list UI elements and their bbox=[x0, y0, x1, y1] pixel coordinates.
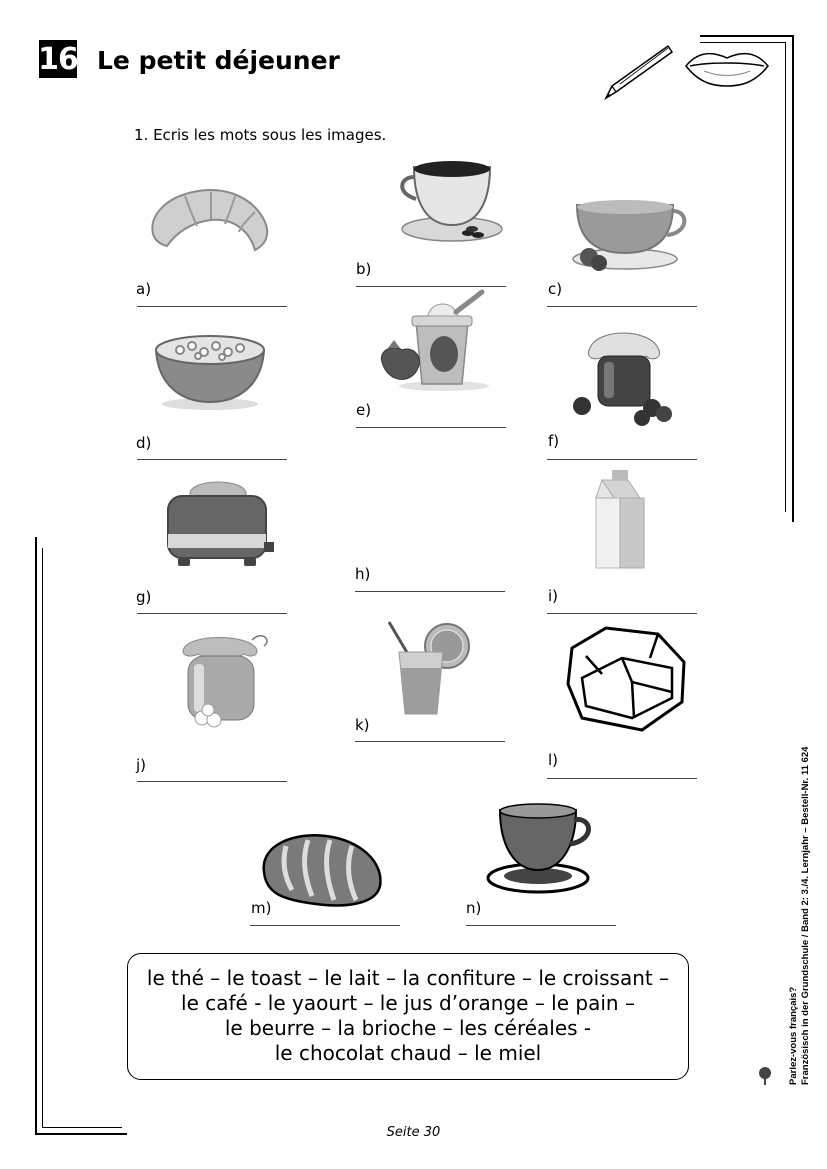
item-label-g: g) bbox=[136, 588, 152, 606]
milk-carton-icon bbox=[568, 464, 686, 582]
word-bank-line-2: le café - le yaourt – le jus d’orange – le pain – bbox=[181, 991, 635, 1015]
item-label-n: n) bbox=[466, 899, 482, 917]
answer-line-k[interactable] bbox=[355, 741, 505, 742]
jam-jar-icon bbox=[568, 318, 680, 430]
item-label-m: m) bbox=[251, 899, 272, 917]
item-label-f: f) bbox=[548, 432, 560, 450]
item-label-a: a) bbox=[136, 280, 152, 298]
item-label-j: j) bbox=[136, 756, 147, 774]
word-bank bbox=[127, 953, 689, 1080]
yogurt-icon bbox=[372, 288, 497, 393]
answer-line-a[interactable] bbox=[137, 306, 287, 307]
answer-line-i[interactable] bbox=[547, 613, 697, 614]
honey-jar-icon bbox=[172, 626, 276, 730]
word-bank-line-4: le chocolat chaud – le miel bbox=[274, 1041, 542, 1065]
frame-bottom-left-v2 bbox=[42, 548, 43, 1128]
answer-line-d[interactable] bbox=[137, 459, 287, 460]
item-label-b: b) bbox=[356, 260, 372, 278]
answer-line-f[interactable] bbox=[547, 459, 697, 460]
answer-line-b[interactable] bbox=[356, 286, 506, 287]
page-number: Seite 30 bbox=[386, 1125, 441, 1140]
answer-line-c[interactable] bbox=[547, 306, 697, 307]
croissant-icon bbox=[145, 182, 275, 262]
frame-top-right-v2 bbox=[785, 42, 786, 512]
pencil-icon bbox=[598, 40, 678, 104]
item-label-e: e) bbox=[356, 401, 372, 419]
toaster-icon bbox=[160, 470, 278, 575]
item-label-c: c) bbox=[548, 280, 563, 298]
frame-bottom-left-v1 bbox=[35, 537, 37, 1135]
item-label-i: i) bbox=[548, 587, 559, 605]
butter-icon bbox=[562, 618, 692, 738]
word-bank-line-3: le beurre – la brioche – les céréales - bbox=[224, 1016, 592, 1040]
item-label-k: k) bbox=[355, 716, 370, 734]
answer-line-e[interactable] bbox=[356, 427, 506, 428]
publisher-info-line-1: Parlez-vous français? bbox=[788, 986, 799, 1085]
frame-top-right-h1 bbox=[700, 35, 794, 37]
page-title: Le petit déjeuner bbox=[97, 46, 340, 75]
item-label-d: d) bbox=[136, 434, 152, 452]
coffee-cup-icon bbox=[392, 155, 512, 245]
publisher-logo bbox=[758, 1065, 784, 1087]
cup-saucer-icon bbox=[486, 800, 594, 900]
answer-line-j[interactable] bbox=[137, 781, 287, 782]
frame-top-right-h2 bbox=[700, 42, 786, 43]
orange-juice-icon bbox=[385, 616, 475, 721]
item-label-l: l) bbox=[548, 751, 559, 769]
publisher-tree-icon bbox=[758, 1065, 784, 1087]
publisher-info bbox=[788, 747, 812, 1085]
answer-line-g[interactable] bbox=[137, 613, 287, 614]
lips-icon bbox=[684, 48, 770, 88]
answer-line-n[interactable] bbox=[466, 925, 616, 926]
tea-cup-icon bbox=[565, 195, 690, 275]
answer-line-m[interactable] bbox=[250, 925, 400, 926]
item-label-h: h) bbox=[355, 565, 371, 583]
publisher-info-line-2: Französisch in der Grundschule / Band 2: 3./4. Lernjahr – Bestell-Nr. 11 624 bbox=[800, 746, 811, 1085]
cereal-bowl-icon bbox=[150, 328, 270, 413]
frame-top-right-v1 bbox=[792, 35, 794, 522]
bread-icon bbox=[256, 828, 386, 910]
lesson-number-badge: 16 bbox=[38, 41, 78, 77]
answer-line-h[interactable] bbox=[355, 591, 505, 592]
instruction-text: 1. Ecris les mots sous les images. bbox=[134, 126, 387, 144]
answer-line-l[interactable] bbox=[547, 778, 697, 779]
word-bank-line-1: le thé – le toast – le lait – la confiture – le croissant – bbox=[146, 966, 670, 990]
